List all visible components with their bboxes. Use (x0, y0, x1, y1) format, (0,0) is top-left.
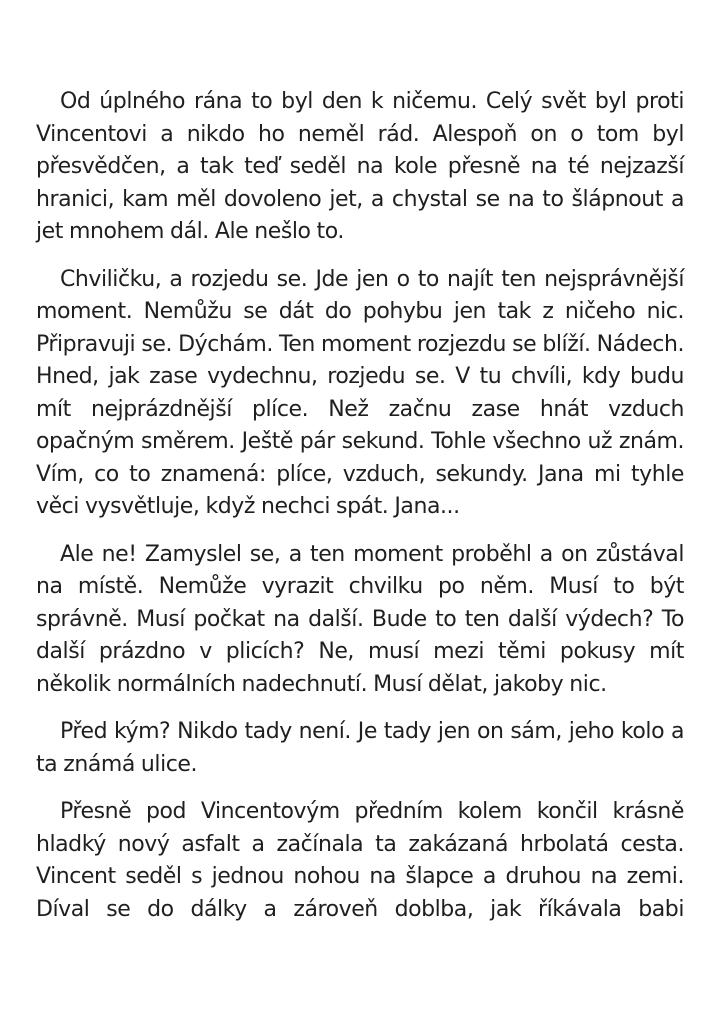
paragraph-4: Před kým? Nikdo tady není. Je tady jen on sám, jeho kolo a ta známá ulice. (36, 719, 684, 777)
paragraph-5: Přesně pod Vincentovým předním kolem končil krásně hladký nový asfalt a začínala ta zakázaná hrbolatá cesta. Vincent seděl s jednou nohou na šlapce a druhou na zemi. Díval se do dálky a zároveň doblba, jak říkávala babi (36, 799, 684, 922)
paragraph-3: Ale ne! Zamyslel se, a ten moment proběhl a on zůstával na místě. Nemůže vyrazit chvilku po něm. Musí to být správně. Musí počkat na další. Bude to ten další výdech? To další prázdno v plicích? Ne, musí mezi těmi pokusy mít několik normálních nadechnutí. Musí dělat, jakoby nic. (36, 541, 684, 697)
paragraph-2: Chviličku, a rozjedu se. Jde jen o to najít ten nejsprávnější moment. Nemůžu se dát do pohybu jen tak z ničeho nic. Připravuji se. Dýchám. Ten moment rozjezdu se blíží. Nádech. Hned, jak zase vydechnu, rozjedu se. V tu chvíli, kdy budu mít nejprázdnější plíce. Než začnu zase hnát vzduch opačným směrem. Ještě pár sekund. Tohle všechno už znám. Vím, co to znamená: plíce, vzduch, sekundy. Jana mi tyhle věci vysvětluje, když nechci spát. Jana... (36, 266, 684, 519)
paragraph-1: Od úplného rána to byl den k ničemu. Celý svět byl proti Vincentovi a nikdo ho neměl rád. Alespoň on o tom byl přesvědčen, a tak teď seděl na kole přesně na té nejzazší hranici, kam měl dovoleno jet, a chystal se na to šlápnout a jet mnohem dál. Ale nešlo to. (36, 89, 684, 244)
book-page (36, 86, 684, 941)
